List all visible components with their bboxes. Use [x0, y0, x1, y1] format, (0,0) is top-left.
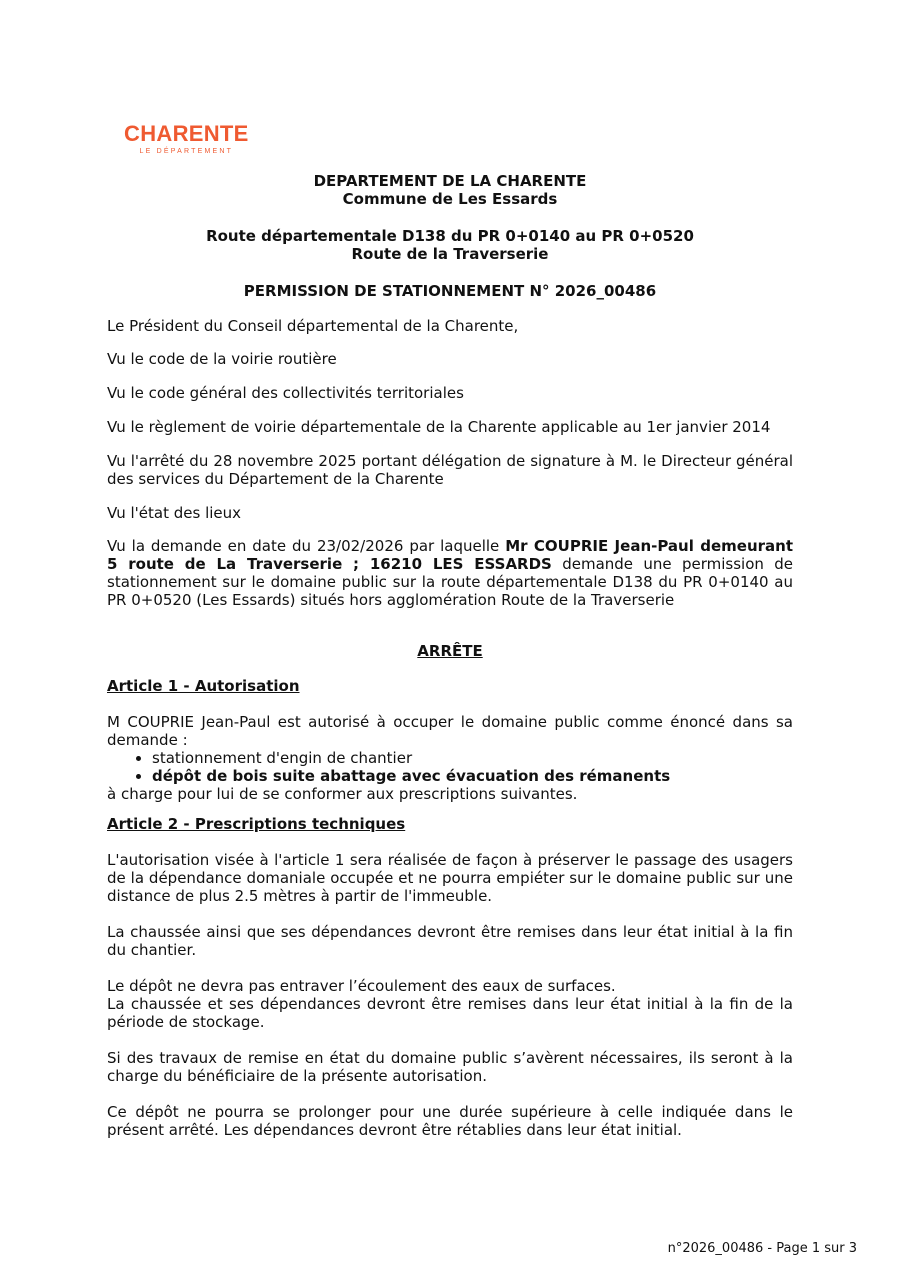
- demande-suffix: demande une permission de stationnement sur le domaine public sur la route départementale D138 du PR 0+0140 au PR 0+0520 (Les Essards) situés hors agglomération Route de la Traverserie: [107, 555, 793, 609]
- list-item: [152, 767, 793, 785]
- logo-subtitle: LE DÉPARTEMENT: [139, 148, 234, 155]
- vu-arrete: Vu l'arrêté du 28 novembre 2025 portant délégation de signature à M. le Directeur général des services du Département de la Charente: [107, 452, 793, 488]
- demandeur: Mr COUPRIE Jean-Paul demeurant 5 route de La Traverserie ; 16210 LES ESSARDS: [107, 537, 793, 573]
- article2-p5: Ce dépôt ne pourra se prolonger pour une durée supérieure à celle indiquée dans le présent arrêté. Les dépendances devront être rétablies dans leur état initial.: [107, 1103, 793, 1139]
- route-name-heading: Route de la Traverserie: [351, 245, 549, 263]
- article2-p2: La chaussée ainsi que ses dépendances devront être remises dans leur état initial à la fin du chantier.: [107, 923, 793, 959]
- article2-p1: L'autorisation visée à l'article 1 sera réalisée de façon à préserver le passage des usagers de la dépendance domaniale occupée et ne pourra empiéter sur le domaine public sur une distance de plus 2.5 mètres à partir de l'immeuble.: [107, 851, 793, 905]
- vu-reglement: Vu le règlement de voirie départementale de la Charente applicable au 1er janvier 2014: [107, 418, 771, 436]
- article1-after: à charge pour lui de se conformer aux prescriptions suivantes.: [107, 785, 578, 803]
- article2-p3a: Le dépôt ne devra pas entraver l’écoulement des eaux de surfaces.: [107, 977, 616, 995]
- vu-voirie: Vu le code de la voirie routière: [107, 350, 337, 368]
- logo-wordmark: CHARENTE: [124, 121, 249, 146]
- document-body: [107, 172, 793, 1139]
- vu-collectivites: Vu le code général des collectivités territoriales: [107, 384, 464, 402]
- article1-list: [107, 749, 793, 785]
- route-heading: Route départementale D138 du PR 0+0140 au PR 0+0520: [206, 227, 694, 245]
- article2-title: [107, 815, 793, 833]
- vu-etat-lieux: Vu l'état des lieux: [107, 504, 242, 522]
- arrete-label: ARRÊTE: [417, 642, 483, 660]
- department-heading: DEPARTEMENT DE LA CHARENTE: [313, 172, 587, 190]
- article1-text: M COUPRIE Jean-Paul est autorisé à occuper le domaine public comme énoncé dans sa demande :: [107, 713, 793, 749]
- article2-p3b: La chaussée et ses dépendances devront être remises dans leur état initial à la fin de la période de stockage.: [107, 995, 793, 1031]
- list-item-text: dépôt de bois suite abattage avec évacuation des rémanents: [152, 767, 671, 785]
- charente-logo: [124, 122, 249, 156]
- vu-demande: [107, 537, 793, 609]
- article2-title-text: Article 2 - Prescriptions techniques: [107, 815, 406, 833]
- permit-title: PERMISSION DE STATIONNEMENT N° 2026_00486: [243, 282, 657, 300]
- article1-title-text: Article 1 - Autorisation: [107, 677, 300, 695]
- article1-title: [107, 677, 793, 695]
- arrete-heading: [107, 642, 793, 660]
- president-line: Le Président du Conseil départemental de la Charente,: [107, 317, 519, 335]
- page-footer: n°2026_00486 - Page 1 sur 3: [667, 1241, 857, 1256]
- article2-p4: Si des travaux de remise en état du domaine public s’avèrent nécessaires, ils seront à la charge du bénéficiaire de la présente autorisation.: [107, 1049, 793, 1085]
- demande-prefix: Vu la demande en date du 23/02/2026 par laquelle: [107, 537, 506, 555]
- commune-heading: Commune de Les Essards: [342, 190, 558, 208]
- list-item: • stationnement d'engin de chantier: [152, 749, 793, 767]
